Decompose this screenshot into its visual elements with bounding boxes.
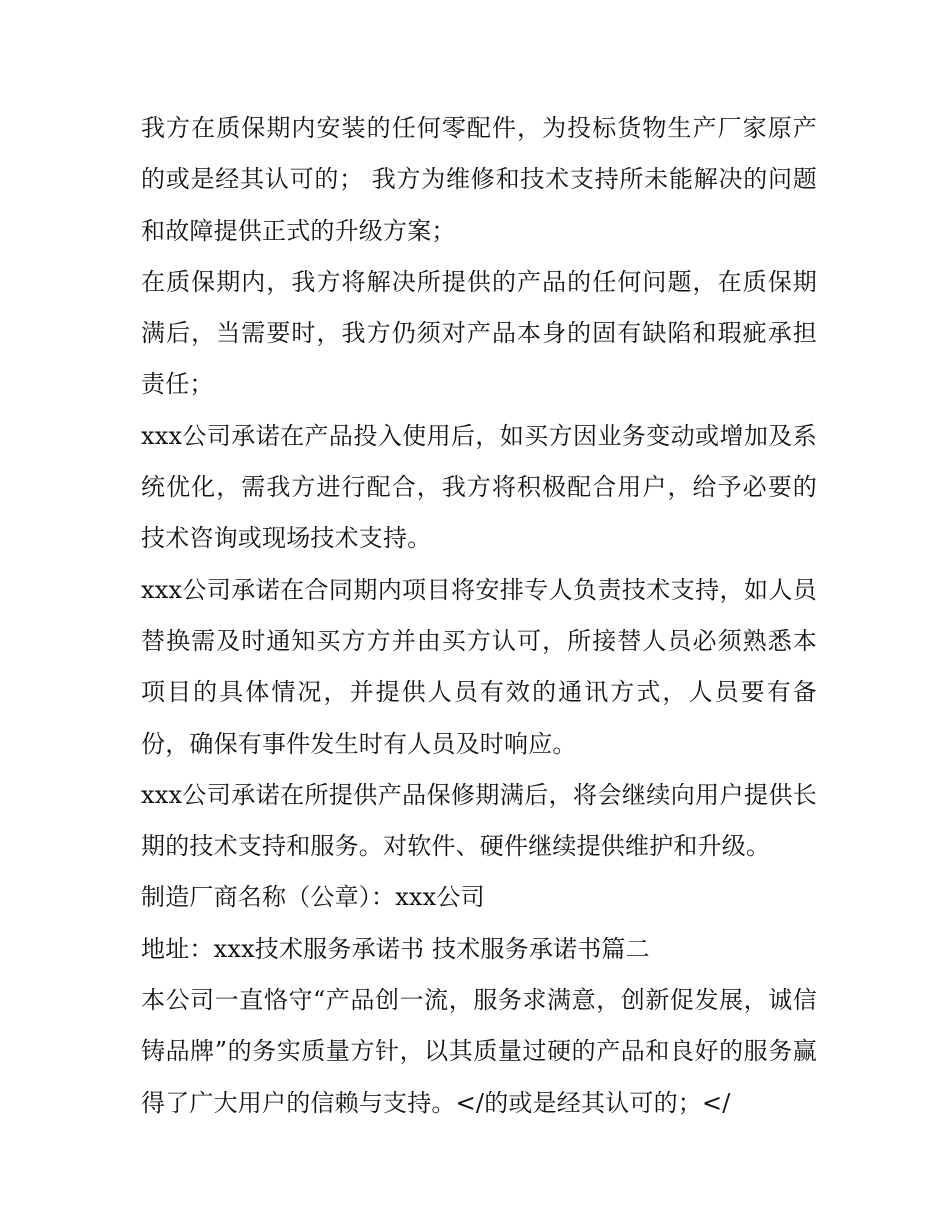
document-page [141, 103, 817, 1129]
paragraph-dedicated-support: xxx公司承诺在合同期内项目将安排专人负责技术支持，如人员替换需及时通知买方方并由买方认可，所接替人员必须熟悉本项目的具体情况，并提供人员有效的通讯方式，人员要有备份，确保有事件发生时有人员及时响应。 [141, 575, 817, 758]
address-line: 地址：xxx技术服务承诺书 技术服务承诺书篇二 [141, 934, 650, 963]
paragraph-system-cooperation: xxx公司承诺在产品投入使用后，如买方因业务变动或增加及系统优化，需我方进行配合，我方将积极配合用户，给予必要的技术咨询或现场技术支持。 [141, 421, 817, 553]
manufacturer-name-line: 制造厂商名称（公章）：xxx公司 [141, 883, 485, 912]
paragraph-warranty-parts: 我方在质保期内安装的任何零配件，为投标货物生产厂家原产的或是经其认可的； 我方为维修和技术支持所未能解决的问题和故障提供正式的升级方案； [141, 114, 817, 245]
paragraph-warranty-responsibility: 在质保期内，我方将解决所提供的产品的任何问题，在质保期满后，当需要时，我方仍须对产品本身的固有缺陷和瑕疵承担责任； [141, 267, 817, 399]
paragraph-quality-policy: 本公司一直恪守“产品创一流，服务求满意，创新促发展，诚信铸品牌”的务实质量方针，以其质量过硬的产品和良好的服务赢得了广大用户的信赖与支持。</的或是经其认可的；</ [141, 986, 817, 1117]
paragraph-long-term-support: xxx公司承诺在所提供产品保修期满后，将会继续向用户提供长期的技术支持和服务。对软件、硬件继续提供维护和升级。 [141, 780, 817, 861]
